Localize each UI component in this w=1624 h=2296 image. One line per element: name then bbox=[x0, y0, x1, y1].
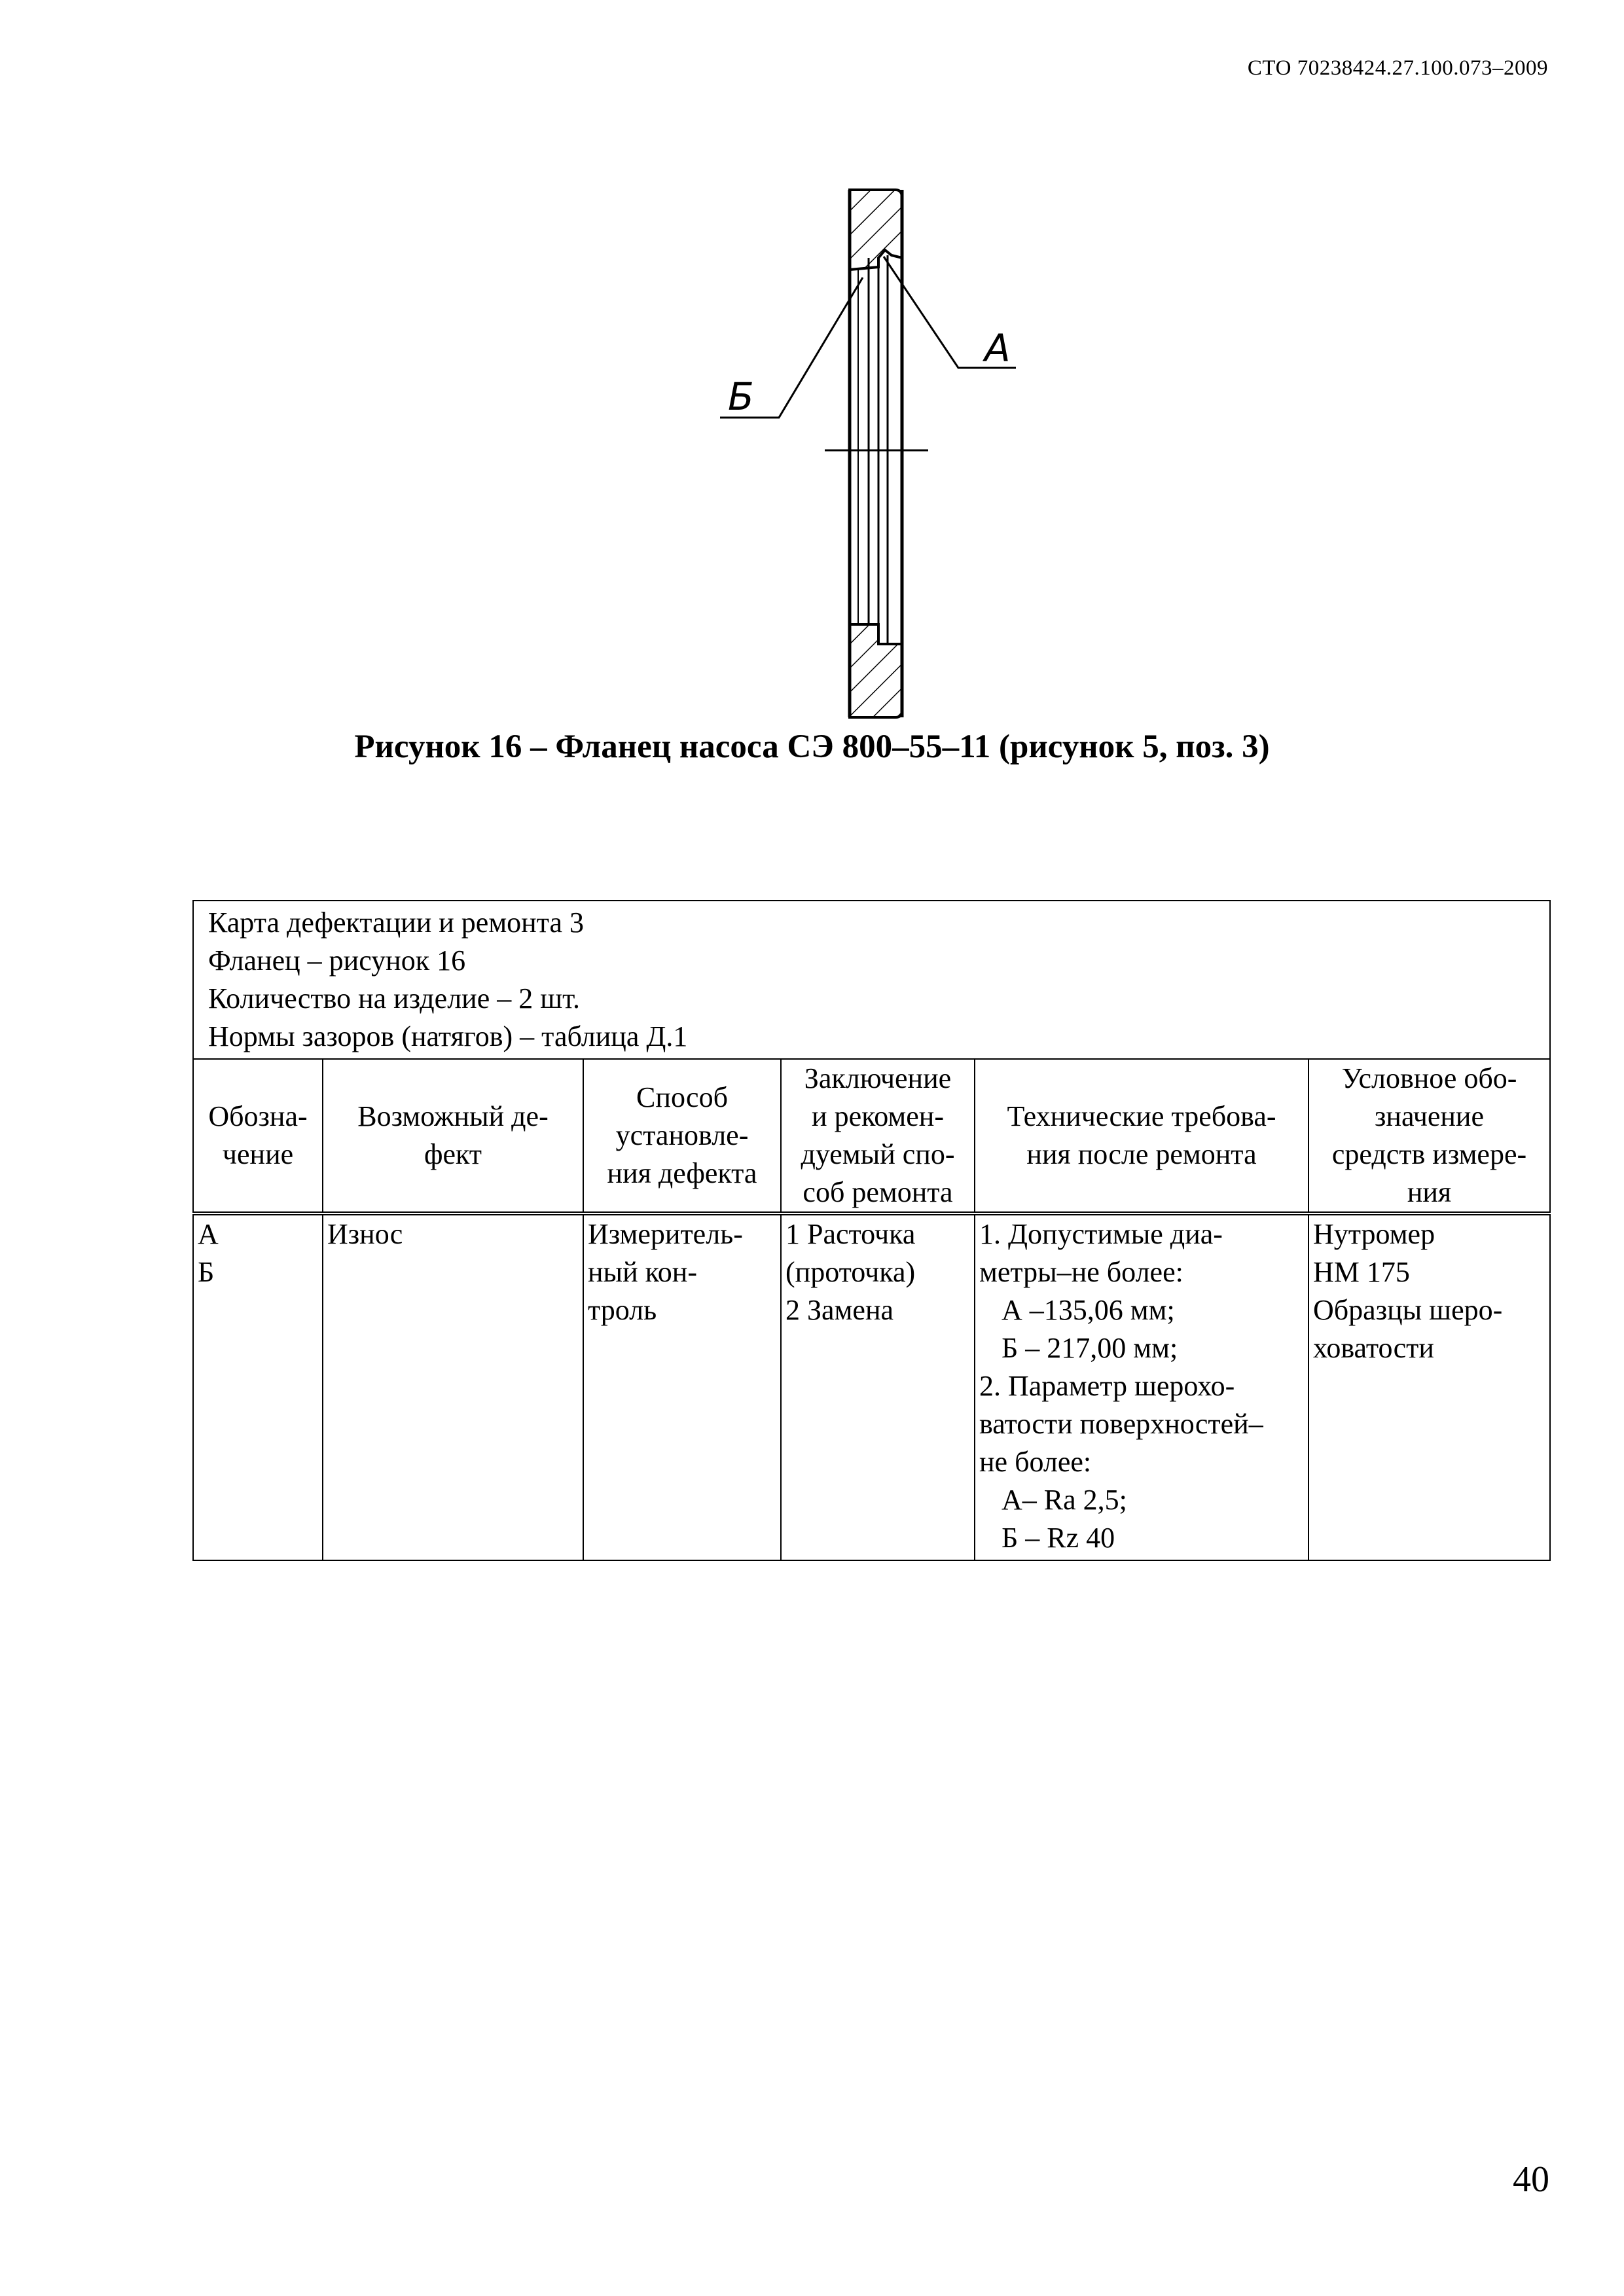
card-header bbox=[193, 901, 1550, 1059]
defect-repair-card bbox=[192, 900, 1551, 1561]
cell-designation: А Б bbox=[193, 1213, 323, 1560]
figure-caption: Рисунок 16 – Фланец насоса СЭ 800–55–11 (рисунок 5, поз. 3) bbox=[354, 728, 1270, 765]
clearance-norms: Нормы зазоров (натягов) – таблица Д.1 bbox=[208, 1020, 688, 1052]
cell-method: Измеритель- ный кон- троль bbox=[583, 1213, 781, 1560]
cell-defect: Износ bbox=[323, 1213, 583, 1560]
column-header-instruments: Условное обо- значение средств измере- ния bbox=[1308, 1059, 1550, 1213]
table-row bbox=[193, 1213, 1550, 1560]
flange-drawing bbox=[707, 185, 1047, 728]
column-header-requirements: Технические требова- ния после ремонта bbox=[975, 1059, 1308, 1213]
cell-requirements: 1. Допустимые диа- метры–не более: А –135,06 мм; Б – 217,00 мм; 2. Параметр шерохо- ватости поверхностей– не более: А– Ra 2,5; Б – Rz 40 bbox=[975, 1213, 1308, 1560]
column-header-repair: Заключение и рекомен- дуемый спо- соб ремонта bbox=[781, 1059, 975, 1213]
column-header-method: Способ установле- ния дефекта bbox=[583, 1059, 781, 1213]
flange-cross-section bbox=[707, 185, 1047, 728]
cell-repair: 1 Расточка (проточка) 2 Замена bbox=[781, 1213, 975, 1560]
column-header-row bbox=[193, 1059, 1550, 1213]
column-header-defect: Возможный де- фект bbox=[323, 1059, 583, 1213]
cell-instruments: Нутромер НМ 175 Образцы шеро- ховатости bbox=[1308, 1213, 1550, 1560]
page-number: 40 bbox=[1513, 2159, 1549, 2200]
card-title: Карта дефектации и ремонта 3 bbox=[208, 906, 584, 939]
column-header-designation: Обозна- чение bbox=[193, 1059, 323, 1213]
quantity: Количество на изделие – 2 шт. bbox=[208, 982, 581, 1014]
label-a: А bbox=[984, 326, 1011, 370]
label-b: Б bbox=[728, 374, 754, 419]
document-code: СТО 70238424.27.100.073–2009 bbox=[1247, 56, 1548, 80]
part-name: Фланец – рисунок 16 bbox=[208, 944, 466, 977]
